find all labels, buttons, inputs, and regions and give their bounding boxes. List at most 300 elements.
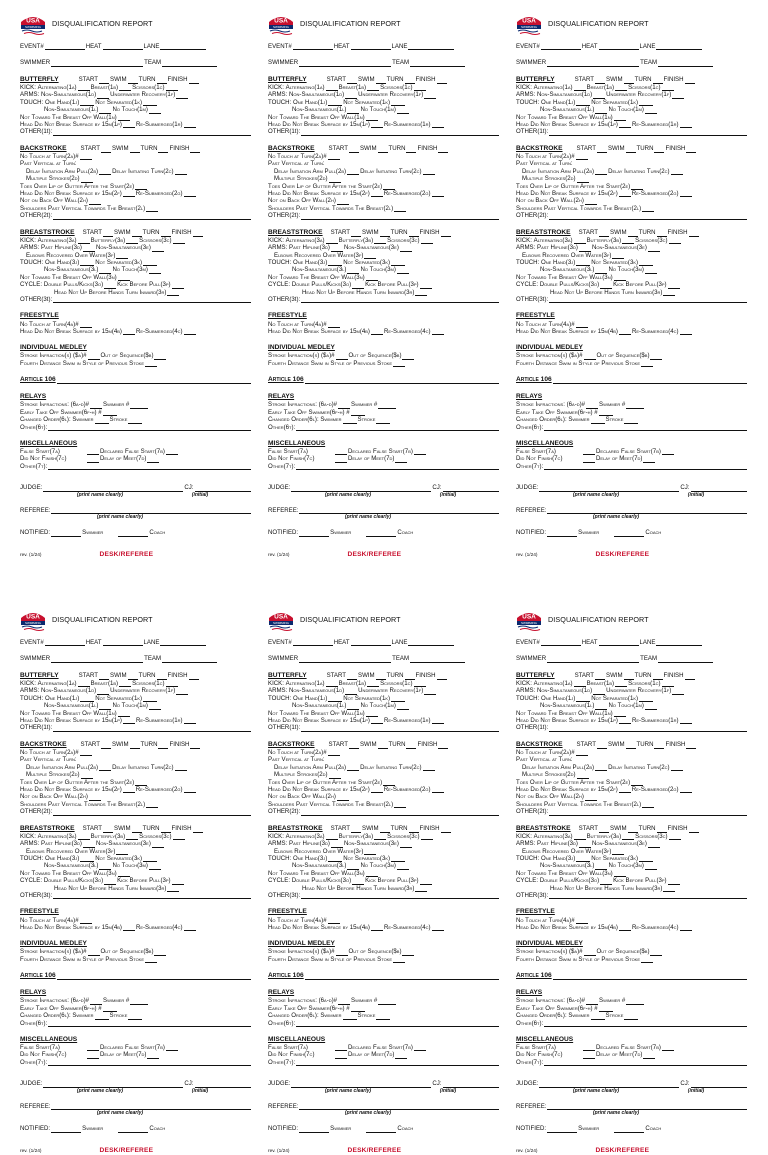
swim-field[interactable] [132, 230, 142, 237]
relay-stroke-field[interactable] [376, 417, 390, 424]
check-field[interactable] [90, 998, 102, 1005]
check-field[interactable] [367, 680, 379, 687]
team-field[interactable] [658, 60, 713, 67]
check-field[interactable] [118, 870, 130, 877]
check-field[interactable] [423, 168, 435, 175]
check-field[interactable] [329, 176, 341, 183]
finish-field[interactable] [189, 673, 199, 680]
check-field[interactable] [586, 402, 598, 409]
check-field[interactable] [123, 717, 135, 724]
other-field[interactable] [48, 1020, 251, 1027]
swimmer-field[interactable] [51, 656, 143, 663]
check-field[interactable] [99, 267, 111, 274]
check-field[interactable] [669, 237, 681, 244]
check-field[interactable] [80, 321, 92, 328]
check-field[interactable] [364, 252, 376, 259]
check-field[interactable] [172, 878, 184, 885]
check-field[interactable] [336, 353, 348, 360]
check-field[interactable] [394, 205, 406, 212]
start-field[interactable] [351, 826, 361, 833]
other-field[interactable] [53, 213, 251, 220]
check-field[interactable] [347, 168, 359, 175]
referee-field[interactable] [299, 507, 499, 514]
turn-field[interactable] [161, 826, 171, 833]
lane-field[interactable] [160, 639, 206, 646]
start-field[interactable] [597, 146, 607, 153]
check-field[interactable] [614, 274, 626, 281]
check-field[interactable] [576, 259, 590, 266]
check-field[interactable] [145, 956, 157, 963]
check-field[interactable] [395, 456, 407, 463]
check-field[interactable] [80, 99, 94, 106]
start-field[interactable] [99, 673, 109, 680]
check-field[interactable] [397, 107, 409, 114]
check-field[interactable] [577, 176, 589, 183]
check-field[interactable] [432, 717, 444, 724]
check-field[interactable] [166, 680, 178, 687]
notified-coach-field[interactable] [614, 1126, 644, 1133]
start-field[interactable] [599, 826, 609, 833]
check-field[interactable] [166, 84, 178, 91]
check-field[interactable] [367, 84, 379, 91]
check-field[interactable] [600, 282, 612, 289]
check-field[interactable] [80, 259, 94, 266]
turn-field[interactable] [158, 742, 168, 749]
check-field[interactable] [184, 121, 196, 128]
notified-coach-field[interactable] [118, 1126, 148, 1133]
check-field[interactable] [184, 190, 196, 197]
check-field[interactable] [80, 695, 94, 702]
check-field[interactable] [432, 190, 444, 197]
check-field[interactable] [574, 237, 586, 244]
notified-coach-field[interactable] [118, 530, 148, 537]
check-field[interactable] [154, 353, 166, 360]
start-field[interactable] [101, 146, 111, 153]
check-field[interactable] [343, 1013, 357, 1020]
swim-field[interactable] [624, 673, 634, 680]
check-field[interactable] [99, 764, 111, 771]
referee-field[interactable] [51, 1103, 251, 1110]
finish-field[interactable] [689, 230, 699, 237]
check-field[interactable] [614, 870, 626, 877]
lane-field[interactable] [160, 43, 206, 50]
swim-field[interactable] [380, 826, 390, 833]
swimmer-field[interactable] [299, 656, 391, 663]
notified-coach-field[interactable] [366, 1126, 396, 1133]
check-field[interactable] [145, 360, 157, 367]
judge-field[interactable] [291, 1081, 431, 1088]
check-field[interactable] [328, 99, 342, 106]
other-field[interactable] [544, 463, 747, 470]
check-field[interactable] [371, 328, 383, 335]
check-field[interactable] [576, 695, 590, 702]
check-field[interactable] [421, 833, 433, 840]
check-field[interactable] [328, 259, 342, 266]
check-field[interactable] [337, 794, 349, 801]
swim-field[interactable] [626, 742, 636, 749]
check-field[interactable] [352, 878, 364, 885]
swim-field[interactable] [626, 146, 636, 153]
check-field[interactable] [642, 801, 654, 808]
judge-field[interactable] [43, 1081, 183, 1088]
check-field[interactable] [331, 841, 343, 848]
start-field[interactable] [349, 742, 359, 749]
referee-field[interactable] [547, 507, 747, 514]
check-field[interactable] [95, 1013, 109, 1020]
swim-field[interactable] [378, 146, 388, 153]
cj-field[interactable] [443, 1081, 500, 1088]
check-field[interactable] [103, 409, 117, 416]
check-field[interactable] [81, 176, 93, 183]
referee-field[interactable] [299, 1103, 499, 1110]
check-field[interactable] [619, 328, 631, 335]
other-field[interactable] [549, 213, 747, 220]
other-field[interactable] [549, 725, 747, 732]
turn-field[interactable] [653, 77, 663, 84]
other-field[interactable] [301, 725, 499, 732]
swim-field[interactable] [128, 673, 138, 680]
other-field[interactable] [301, 809, 499, 816]
check-field[interactable] [397, 703, 409, 710]
article-106-field[interactable] [57, 973, 251, 980]
check-field[interactable] [83, 841, 95, 848]
check-field[interactable] [80, 855, 94, 862]
check-field[interactable] [393, 360, 405, 367]
swim-field[interactable] [376, 77, 386, 84]
check-field[interactable] [88, 353, 100, 360]
check-field[interactable] [414, 1044, 426, 1051]
check-field[interactable] [671, 764, 683, 771]
check-field[interactable] [421, 237, 433, 244]
check-field[interactable] [383, 779, 395, 786]
check-field[interactable] [149, 107, 161, 114]
check-field[interactable] [345, 92, 357, 99]
check-field[interactable] [329, 772, 341, 779]
finish-field[interactable] [685, 673, 695, 680]
check-field[interactable] [672, 688, 684, 695]
check-field[interactable] [591, 1013, 605, 1020]
swim-field[interactable] [132, 826, 142, 833]
other-field[interactable] [549, 296, 747, 303]
check-field[interactable] [595, 107, 607, 114]
check-field[interactable] [89, 198, 101, 205]
check-field[interactable] [126, 237, 138, 244]
check-field[interactable] [668, 282, 680, 289]
swim-field[interactable] [628, 826, 638, 833]
relay-swimmer-number-field[interactable] [130, 402, 148, 409]
check-field[interactable] [400, 245, 412, 252]
check-field[interactable] [374, 833, 386, 840]
check-field[interactable] [149, 703, 161, 710]
turn-field[interactable] [657, 826, 667, 833]
check-field[interactable] [347, 863, 359, 870]
notified-swimmer-field[interactable] [299, 530, 329, 537]
check-field[interactable] [662, 1044, 674, 1051]
check-field[interactable] [574, 84, 586, 91]
check-field[interactable] [366, 710, 378, 717]
event-field[interactable] [45, 639, 85, 646]
turn-field[interactable] [657, 230, 667, 237]
finish-field[interactable] [437, 673, 447, 680]
check-field[interactable] [645, 703, 657, 710]
check-field[interactable] [432, 328, 444, 335]
lane-field[interactable] [656, 43, 702, 50]
check-field[interactable] [619, 190, 631, 197]
check-field[interactable] [347, 107, 359, 114]
turn-field[interactable] [654, 146, 664, 153]
check-field[interactable] [672, 92, 684, 99]
other-field[interactable] [544, 1020, 747, 1027]
check-field[interactable] [116, 848, 128, 855]
team-field[interactable] [162, 656, 217, 663]
check-field[interactable] [176, 92, 188, 99]
check-field[interactable] [622, 237, 634, 244]
referee-field[interactable] [547, 1103, 747, 1110]
check-field[interactable] [648, 841, 660, 848]
finish-field[interactable] [686, 742, 696, 749]
check-field[interactable] [648, 245, 660, 252]
relay-stroke-field[interactable] [376, 1013, 390, 1020]
check-field[interactable] [595, 267, 607, 274]
finish-field[interactable] [441, 230, 451, 237]
check-field[interactable] [371, 924, 383, 931]
heat-field[interactable] [599, 43, 639, 50]
swim-field[interactable] [378, 742, 388, 749]
team-field[interactable] [658, 656, 713, 663]
check-field[interactable] [176, 688, 188, 695]
judge-field[interactable] [539, 1081, 679, 1088]
team-field[interactable] [410, 656, 465, 663]
check-field[interactable] [143, 695, 157, 702]
start-field[interactable] [599, 230, 609, 237]
check-field[interactable] [641, 956, 653, 963]
check-field[interactable] [432, 121, 444, 128]
start-field[interactable] [347, 77, 357, 84]
start-field[interactable] [99, 77, 109, 84]
check-field[interactable] [103, 1005, 117, 1012]
check-field[interactable] [574, 833, 586, 840]
check-field[interactable] [123, 190, 135, 197]
other-field[interactable] [301, 129, 499, 136]
check-field[interactable] [583, 456, 595, 463]
check-field[interactable] [147, 456, 159, 463]
relay-swimmer-number-field[interactable] [626, 402, 644, 409]
check-field[interactable] [184, 717, 196, 724]
start-field[interactable] [103, 230, 113, 237]
lane-field[interactable] [408, 43, 454, 50]
check-field[interactable] [680, 190, 692, 197]
check-field[interactable] [152, 841, 164, 848]
check-field[interactable] [577, 772, 589, 779]
check-field[interactable] [593, 688, 605, 695]
check-field[interactable] [402, 949, 414, 956]
check-field[interactable] [619, 924, 631, 931]
check-field[interactable] [600, 878, 612, 885]
check-field[interactable] [585, 794, 597, 801]
check-field[interactable] [351, 1005, 365, 1012]
event-field[interactable] [45, 43, 85, 50]
check-field[interactable] [143, 259, 157, 266]
check-field[interactable] [599, 409, 613, 416]
check-field[interactable] [328, 749, 340, 756]
turn-field[interactable] [653, 673, 663, 680]
start-field[interactable] [595, 673, 605, 680]
lane-field[interactable] [408, 639, 454, 646]
turn-field[interactable] [157, 673, 167, 680]
other-field[interactable] [549, 892, 747, 899]
check-field[interactable] [366, 274, 378, 281]
finish-field[interactable] [438, 742, 448, 749]
team-field[interactable] [162, 60, 217, 67]
check-field[interactable] [374, 237, 386, 244]
check-field[interactable] [116, 252, 128, 259]
check-field[interactable] [371, 121, 383, 128]
check-field[interactable] [87, 456, 99, 463]
check-field[interactable] [639, 99, 653, 106]
check-field[interactable] [87, 1052, 99, 1059]
check-field[interactable] [397, 863, 409, 870]
check-field[interactable] [642, 205, 654, 212]
check-field[interactable] [584, 353, 596, 360]
other-field[interactable] [48, 1059, 251, 1066]
check-field[interactable] [118, 274, 130, 281]
check-field[interactable] [668, 878, 680, 885]
check-field[interactable] [586, 998, 598, 1005]
check-field[interactable] [639, 855, 653, 862]
relay-swimmer-number-field[interactable] [130, 998, 148, 1005]
article-106-field[interactable] [305, 973, 499, 980]
check-field[interactable] [414, 680, 426, 687]
check-field[interactable] [328, 855, 342, 862]
other-field[interactable] [544, 1059, 747, 1066]
swimmer-field[interactable] [51, 60, 143, 67]
swim-field[interactable] [130, 742, 140, 749]
check-field[interactable] [593, 92, 605, 99]
swimmer-field[interactable] [547, 60, 639, 67]
check-field[interactable] [143, 855, 157, 862]
check-field[interactable] [595, 764, 607, 771]
check-field[interactable] [184, 786, 196, 793]
relay-swimmer-number-field[interactable] [626, 998, 644, 1005]
other-field[interactable] [549, 129, 747, 136]
event-field[interactable] [541, 639, 581, 646]
notified-swimmer-field[interactable] [51, 530, 81, 537]
other-field[interactable] [48, 463, 251, 470]
check-field[interactable] [391, 695, 405, 702]
other-field[interactable] [53, 892, 251, 899]
check-field[interactable] [126, 833, 138, 840]
check-field[interactable] [119, 84, 131, 91]
check-field[interactable] [371, 717, 383, 724]
check-field[interactable] [645, 267, 657, 274]
check-field[interactable] [83, 245, 95, 252]
check-field[interactable] [662, 448, 674, 455]
check-field[interactable] [662, 84, 674, 91]
check-field[interactable] [337, 198, 349, 205]
check-field[interactable] [87, 448, 99, 455]
check-field[interactable] [424, 688, 436, 695]
referee-field[interactable] [51, 507, 251, 514]
relay-swimmer-number-field[interactable] [378, 402, 396, 409]
check-field[interactable] [89, 794, 101, 801]
other-field[interactable] [296, 1020, 499, 1027]
check-field[interactable] [583, 1052, 595, 1059]
check-field[interactable] [576, 917, 588, 924]
check-field[interactable] [414, 448, 426, 455]
event-field[interactable] [293, 43, 333, 50]
check-field[interactable] [671, 168, 683, 175]
check-field[interactable] [395, 1052, 407, 1059]
check-field[interactable] [167, 885, 179, 892]
check-field[interactable] [414, 84, 426, 91]
check-field[interactable] [650, 949, 662, 956]
check-field[interactable] [680, 328, 692, 335]
turn-field[interactable] [161, 230, 171, 237]
check-field[interactable] [415, 885, 427, 892]
check-field[interactable] [391, 855, 405, 862]
check-field[interactable] [393, 956, 405, 963]
check-field[interactable] [352, 282, 364, 289]
finish-field[interactable] [685, 77, 695, 84]
check-field[interactable] [576, 855, 590, 862]
check-field[interactable] [78, 237, 90, 244]
check-field[interactable] [364, 848, 376, 855]
check-field[interactable] [585, 198, 597, 205]
check-field[interactable] [583, 1044, 595, 1051]
turn-field[interactable] [409, 230, 419, 237]
other-field[interactable] [549, 809, 747, 816]
check-field[interactable] [99, 863, 111, 870]
check-field[interactable] [95, 417, 109, 424]
check-field[interactable] [579, 245, 591, 252]
check-field[interactable] [347, 764, 359, 771]
swim-field[interactable] [628, 230, 638, 237]
judge-field[interactable] [291, 485, 431, 492]
check-field[interactable] [576, 321, 588, 328]
check-field[interactable] [328, 153, 340, 160]
notified-coach-field[interactable] [366, 530, 396, 537]
check-field[interactable] [78, 680, 90, 687]
finish-field[interactable] [438, 146, 448, 153]
check-field[interactable] [645, 863, 657, 870]
check-field[interactable] [391, 259, 405, 266]
check-field[interactable] [619, 717, 631, 724]
relay-stroke-field[interactable] [128, 1013, 142, 1020]
check-field[interactable] [87, 1044, 99, 1051]
check-field[interactable] [680, 786, 692, 793]
check-field[interactable] [326, 680, 338, 687]
check-field[interactable] [599, 1005, 613, 1012]
swim-field[interactable] [624, 77, 634, 84]
check-field[interactable] [424, 92, 436, 99]
cj-field[interactable] [195, 1081, 252, 1088]
finish-field[interactable] [190, 742, 200, 749]
check-field[interactable] [343, 417, 357, 424]
check-field[interactable] [172, 282, 184, 289]
check-field[interactable] [119, 680, 131, 687]
check-field[interactable] [175, 168, 187, 175]
team-field[interactable] [410, 60, 465, 67]
check-field[interactable] [166, 1044, 178, 1051]
check-field[interactable] [371, 190, 383, 197]
heat-field[interactable] [351, 639, 391, 646]
other-field[interactable] [53, 129, 251, 136]
check-field[interactable] [149, 267, 161, 274]
swimmer-field[interactable] [299, 60, 391, 67]
event-field[interactable] [293, 639, 333, 646]
other-field[interactable] [296, 463, 499, 470]
other-field[interactable] [301, 213, 499, 220]
